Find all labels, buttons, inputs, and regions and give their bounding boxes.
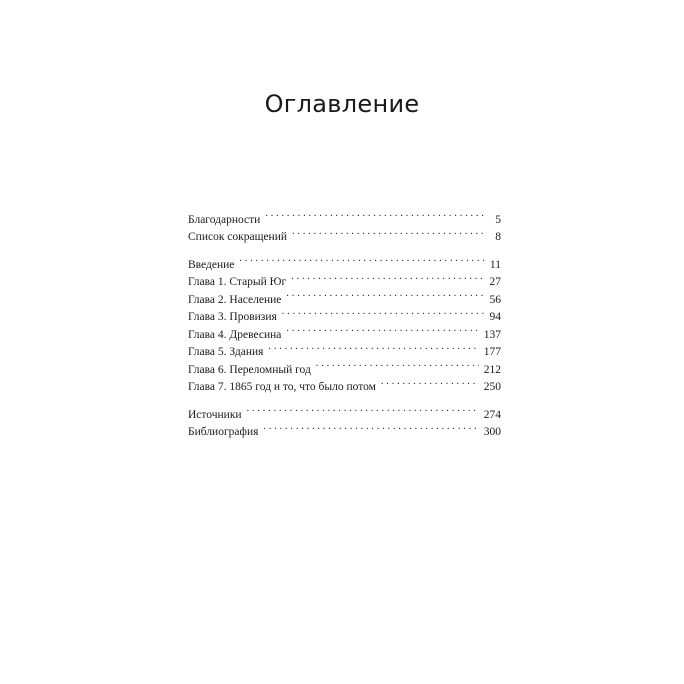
toc-entry-title: Источники <box>188 408 242 421</box>
dot-leader <box>282 303 485 321</box>
dot-leader <box>291 268 484 286</box>
toc-entry-title: Глава 6. Переломный год <box>188 363 311 376</box>
toc-group-back-matter <box>188 400 501 438</box>
dot-leader <box>239 250 485 268</box>
toc-entry-page: 300 <box>483 426 501 438</box>
toc-entry-page: 177 <box>483 346 501 358</box>
toc-entry-page: 212 <box>483 363 501 376</box>
toc-entry-title: Глава 7. 1865 год и то, что было потом <box>188 381 376 393</box>
toc-entry[interactable] <box>188 268 501 286</box>
dot-leader <box>292 223 486 241</box>
toc-entry-page: 274 <box>483 408 501 421</box>
dot-leader <box>286 285 484 303</box>
toc-entry-title: Список сокращений <box>188 231 288 243</box>
toc-group-front-matter <box>188 205 501 243</box>
toc-entry-page: 250 <box>483 381 501 393</box>
toc-group-chapters <box>188 250 501 393</box>
dot-leader <box>316 355 479 373</box>
toc-entry-title: Библиография <box>188 426 259 438</box>
toc-entry[interactable] <box>188 400 501 421</box>
toc-entry-page: 8 <box>495 231 501 243</box>
toc-entry-title: Глава 1. Старый Юг <box>188 276 287 288</box>
dot-leader <box>268 338 478 356</box>
table-of-contents <box>188 205 501 438</box>
toc-entry-page: 27 <box>489 276 501 288</box>
toc-entry-title: Глава 4. Древесина <box>188 328 282 341</box>
dot-leader <box>381 373 479 391</box>
toc-entry[interactable] <box>188 250 501 271</box>
dot-leader <box>286 320 478 338</box>
toc-entry-title: Глава 2. Население <box>188 293 282 306</box>
toc-entry-title: Глава 5. Здания <box>188 346 264 358</box>
toc-entry-title: Глава 3. Провизия <box>188 311 277 323</box>
page-title: Оглавление <box>264 90 420 118</box>
dot-leader <box>247 400 479 418</box>
toc-entry-title: Благодарности <box>188 213 261 226</box>
dot-leader <box>265 205 486 223</box>
toc-entry-title: Введение <box>188 258 235 271</box>
toc-entry-page: 5 <box>495 213 501 226</box>
toc-entry[interactable] <box>188 205 501 226</box>
toc-entry-page: 94 <box>489 311 501 323</box>
toc-entry-page: 11 <box>489 258 501 271</box>
dot-leader <box>263 418 478 436</box>
toc-entry-page: 137 <box>483 328 501 341</box>
toc-entry-page: 56 <box>489 293 501 306</box>
